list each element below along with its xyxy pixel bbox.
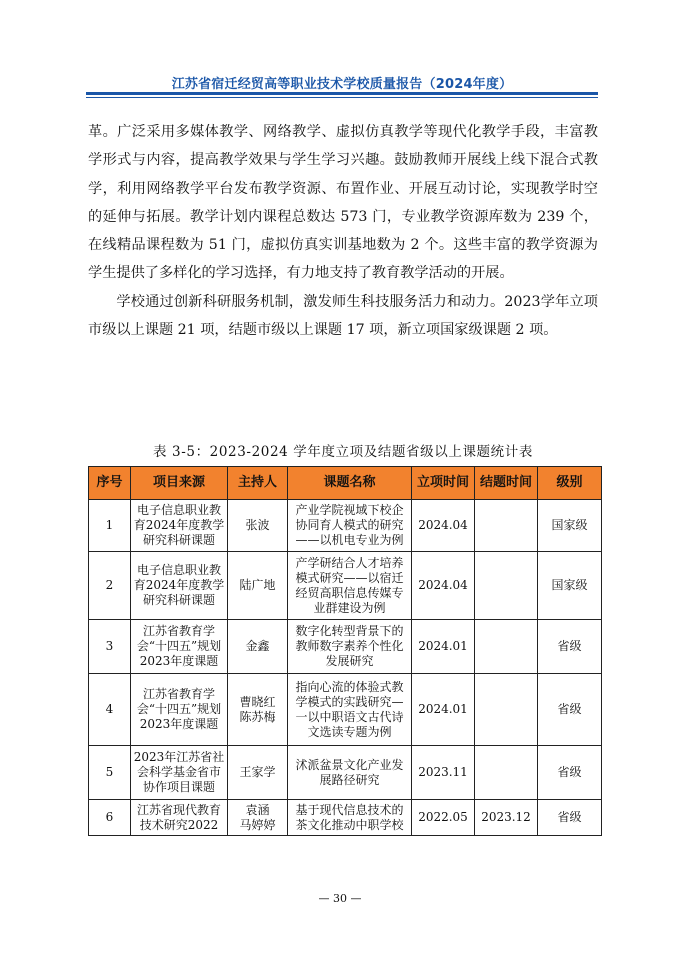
cell-host: 金鑫	[228, 620, 288, 674]
cell-start: 2022.05	[412, 800, 475, 836]
report-header-title: 江苏省宿迁经贸高等职业技术学校质量报告（2024年度）	[171, 77, 513, 92]
cell-level: 省级	[538, 800, 602, 836]
header-rule-thin	[86, 97, 598, 98]
cell-host: 王家学	[228, 746, 288, 800]
cell-title: 基于现代信息技术的茶文化推动中职学校	[288, 800, 412, 836]
table-row	[89, 800, 602, 836]
table-row	[89, 746, 602, 800]
cell-end	[475, 552, 538, 620]
cell-start: 2023.11	[412, 746, 475, 800]
header-no: 序号	[89, 467, 131, 500]
cell-no: 2	[89, 552, 131, 620]
cell-source: 2023年江苏省社会科学基金省市协作项目课题	[131, 746, 228, 800]
header-title: 课题名称	[288, 467, 412, 500]
paragraph-2: 学校通过创新科研服务机制，激发师生科技服务活力和动力。2023学年立项市级以上课题 21 项，结题市级以上课题 17 项，新立项国家级课题 2 项。	[88, 293, 598, 339]
cell-no: 1	[89, 500, 131, 552]
cell-host: 袁涵 马婷婷	[228, 800, 288, 836]
cell-title: 产业学院视域下校企协同育人模式的研究——以机电专业为例	[288, 500, 412, 552]
header-level: 级别	[538, 467, 602, 500]
cell-source: 电子信息职业教育2024年度教学研究科研课题	[131, 500, 228, 552]
cell-end	[475, 746, 538, 800]
body-text	[88, 118, 598, 344]
table-row	[89, 552, 602, 620]
page-number: — 30 —	[318, 892, 362, 905]
cell-title: 产学研结合人才培养模式研究——以宿迁经贸高职信息传媒专业群建设为例	[288, 552, 412, 620]
cell-no: 3	[89, 620, 131, 674]
cell-start: 2024.04	[412, 500, 475, 552]
cell-end	[475, 674, 538, 746]
cell-host: 曹晓红 陈苏梅	[228, 674, 288, 746]
cell-title: 指向心流的体验式教学模式的实践研究—一以中职语文古代诗文选读专题为例	[288, 674, 412, 746]
cell-end	[475, 620, 538, 674]
cell-level: 国家级	[538, 552, 602, 620]
cell-no: 5	[89, 746, 131, 800]
cell-level: 省级	[538, 746, 602, 800]
projects-table	[88, 466, 602, 836]
cell-source: 江苏省现代教育技术研究2022	[131, 800, 228, 836]
header-end: 结题时间	[475, 467, 538, 500]
header-host: 主持人	[228, 467, 288, 500]
cell-source: 江苏省教育学会“十四五”规划2023年度课题	[131, 620, 228, 674]
cell-host: 张波	[228, 500, 288, 552]
cell-start: 2024.01	[412, 674, 475, 746]
cell-no: 6	[89, 800, 131, 836]
header-rule-thick	[86, 92, 598, 95]
cell-source: 江苏省教育学会“十四五”规划2023年度课题	[131, 674, 228, 746]
table-row	[89, 674, 602, 746]
cell-start: 2024.04	[412, 552, 475, 620]
cell-source: 电子信息职业教育2024年度教学研究科研课题	[131, 552, 228, 620]
table-header-row	[89, 467, 602, 500]
header-start: 立项时间	[412, 467, 475, 500]
table-caption: 表 3-5：2023-2024 学年度立项及结题省级以上课题统计表	[153, 444, 533, 460]
cell-host: 陆广地	[228, 552, 288, 620]
cell-level: 省级	[538, 620, 602, 674]
cell-start: 2024.01	[412, 620, 475, 674]
cell-title: 数字化转型背景下的教师数字素养个性化发展研究	[288, 620, 412, 674]
cell-end	[475, 500, 538, 552]
cell-end: 2023.12	[475, 800, 538, 836]
paragraph-1: 革。广泛采用多媒体教学、网络教学、虚拟仿真教学等现代化教学手段，丰富教学形式与内容，提高教学效果与学生学习兴趣。鼓励教师开展线上线下混合式教学，利用网络教学平台发布教学资源、布置作业、开展互动讨论，实现教学时空的延伸与拓展。教学计划内课程总数达 573 门，专业教学资源库数为 239 个，在线精品课程数为 51 门，虚拟仿真实训基地数为 2 个。这些丰富的教学资源为学生提供了多样化的学习选择，有力地支持了教育教学活动的开展。	[88, 124, 598, 282]
cell-title: 沭派盆景文化产业发展路径研究	[288, 746, 412, 800]
header-source: 项目来源	[131, 467, 228, 500]
cell-level: 国家级	[538, 500, 602, 552]
table-row	[89, 620, 602, 674]
cell-level: 省级	[538, 674, 602, 746]
table-row	[89, 500, 602, 552]
cell-no: 4	[89, 674, 131, 746]
